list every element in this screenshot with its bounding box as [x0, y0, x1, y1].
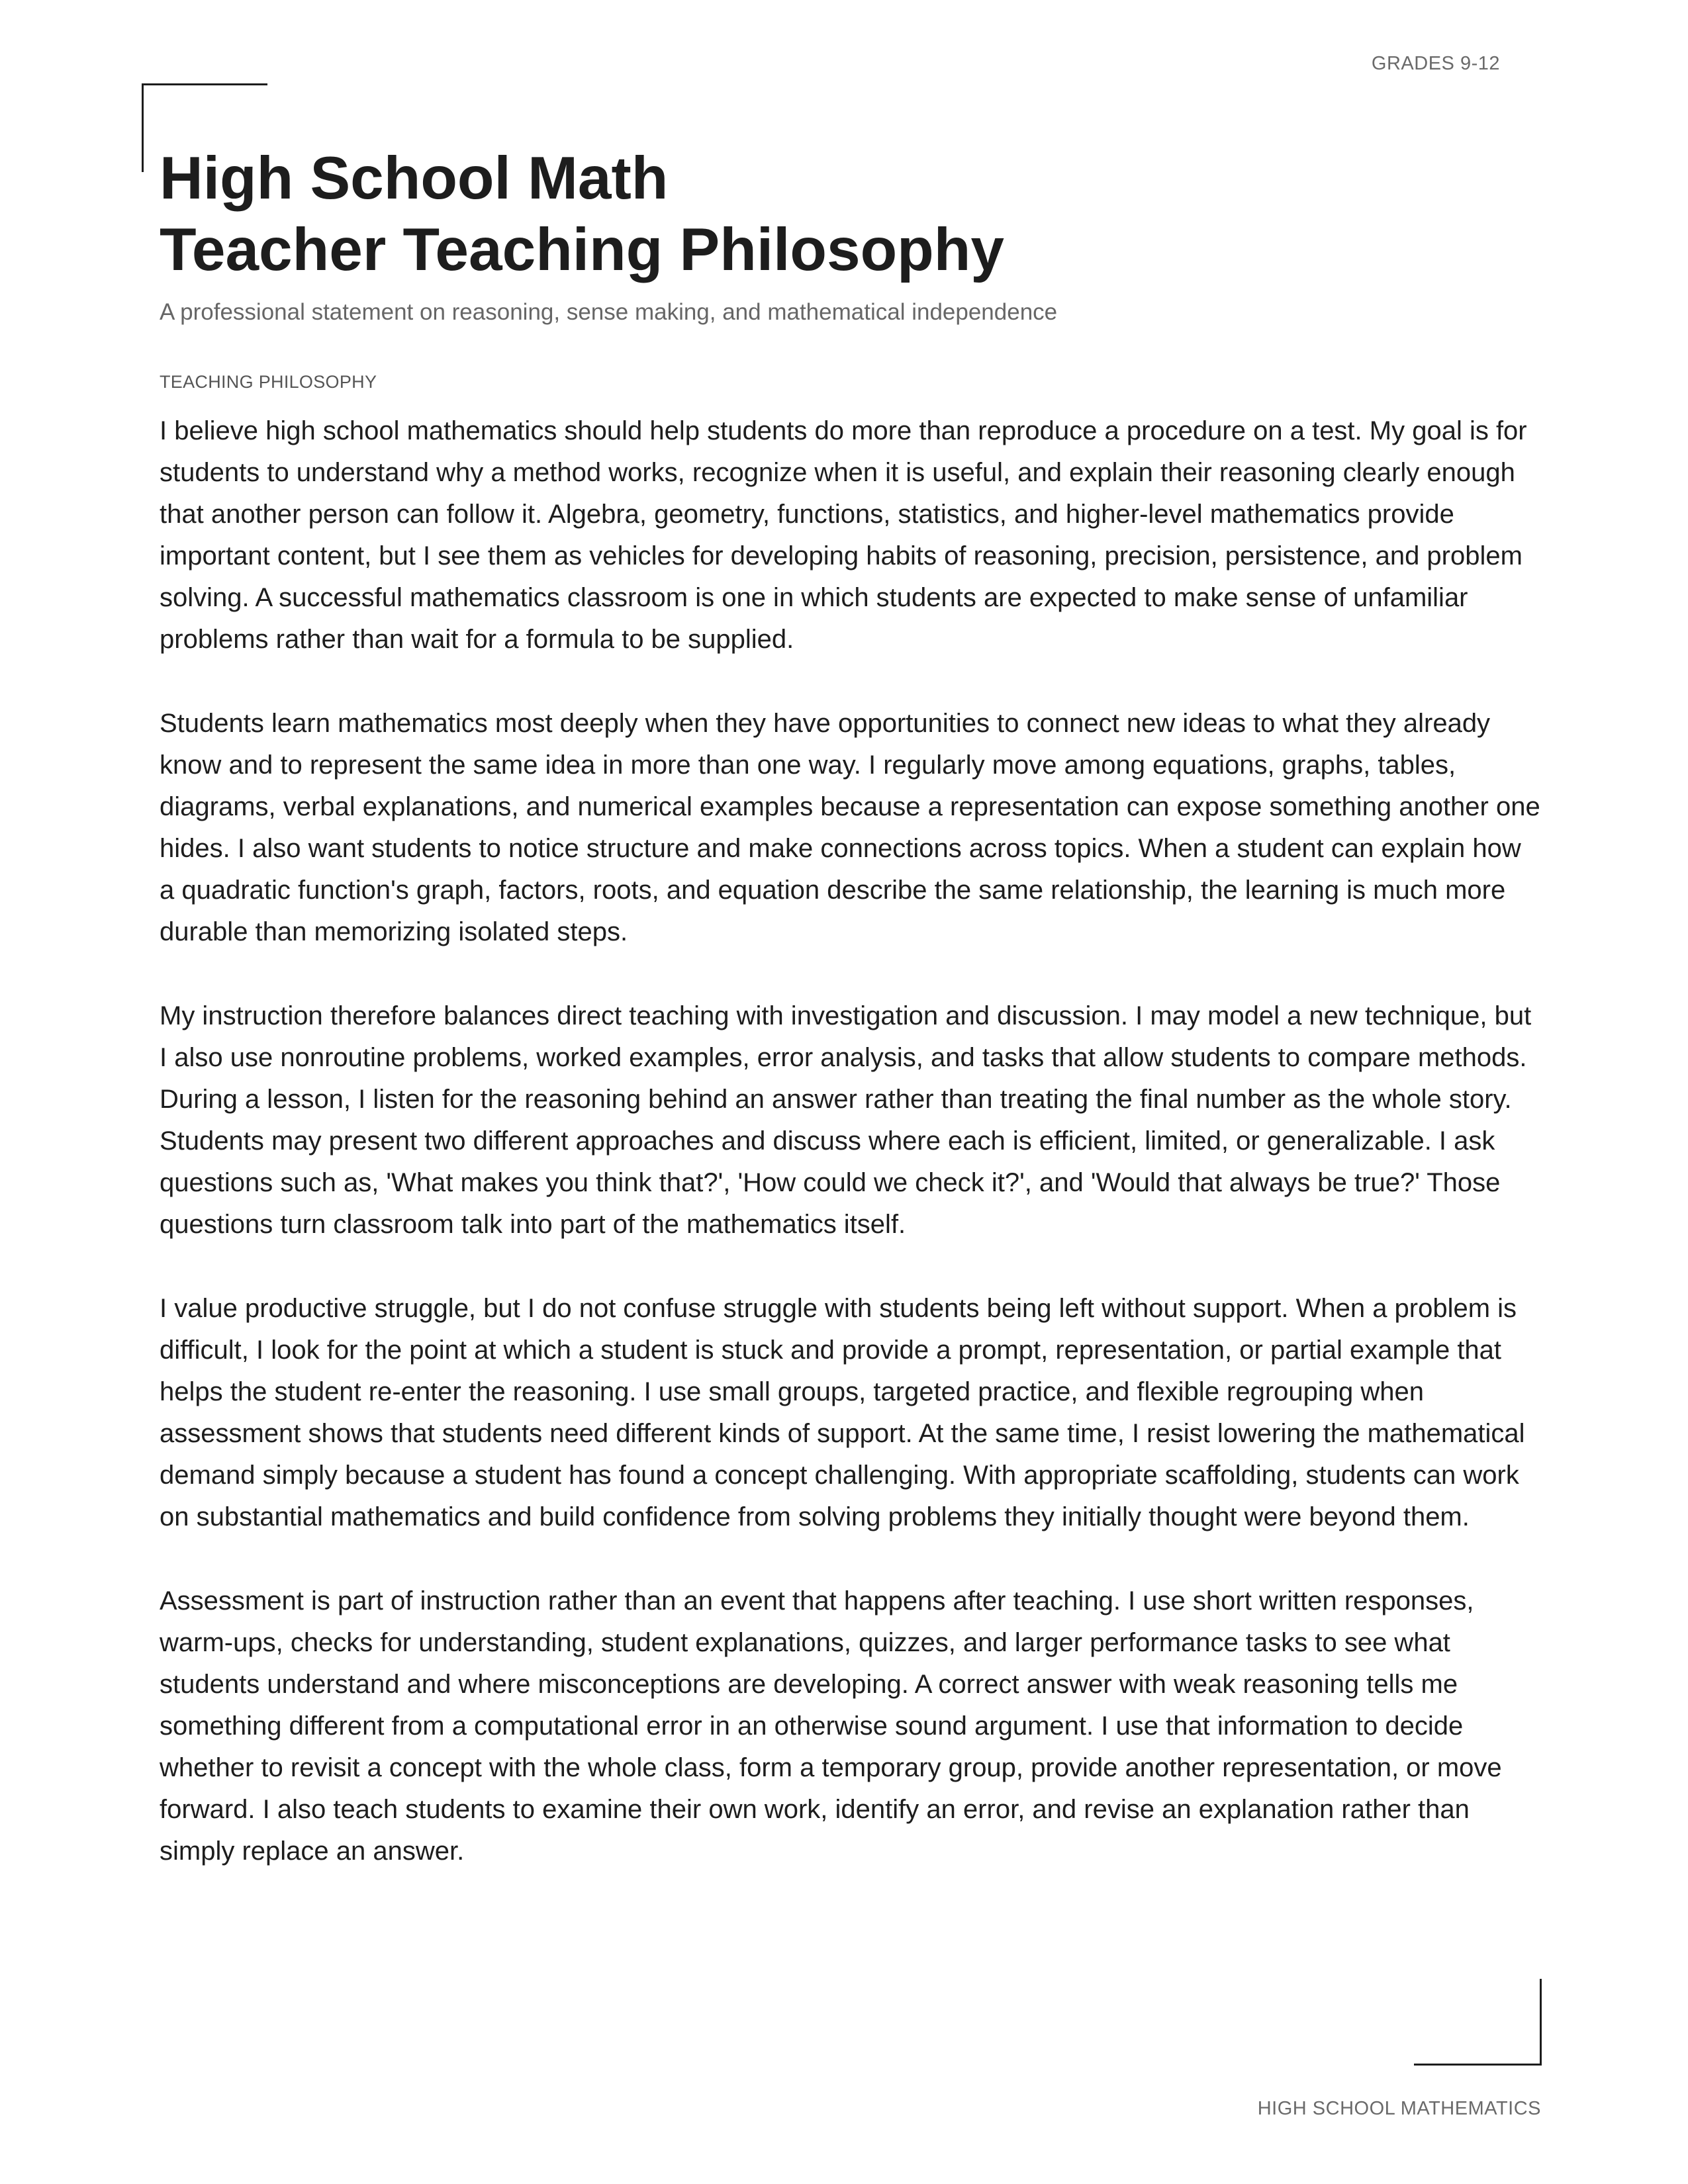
footer-label: HIGH SCHOOL MATHEMATICS	[1257, 2098, 1541, 2119]
page-title-line-2: Teacher Teaching Philosophy	[160, 216, 1004, 283]
page-subtitle: A professional statement on reasoning, sense making, and mathematical independence	[160, 299, 1058, 325]
paragraph-4: I value productive struggle, but I do not confuse struggle with students being left without support. When a problem is difficult, I look for the point at which a student is stuck and provide a prompt, representation, or partial example that helps the student re-enter the reasoning. I use small groups, targeted practice, and flexible regrouping when assessment shows that students need different kinds of support. At the same time, I resist lowering the mathematical demand simply because a student has found a concept challenging. With appropriate scaffolding, students can work on substantial mathematics and build confidence from solving problems they initially thought were beyond them.	[160, 1294, 1525, 1531]
corner-bracket-bottom-right	[1414, 2064, 1541, 2066]
paragraph-2: Students learn mathematics most deeply when they have opportunities to connect new ideas to what they already know and to represent the same idea in more than one way. I regularly move among equations, graphs, tables, diagrams, verbal explanations, and numerical examples because a representation can expose something another one hides. I also want students to notice structure and make connections across topics. When a student can explain how a quadratic function's graph, factors, roots, and equation describe the same relationship, the learning is much more durable than memorizing isolated steps.	[160, 709, 1540, 946]
paragraph-3: My instruction therefore balances direct teaching with investigation and discussion. I may model a new technique, but I also use nonroutine problems, worked examples, error analysis, and tasks that allow students to compare methods. During a lesson, I listen for the reasoning behind an answer rather than treating the final number as the whole story. Students may present two different approaches and discuss where each is efficient, limited, or generalizable. I ask questions such as, 'What makes you think that?', 'How could we check it?', and 'Would that always be true?' Those questions turn classroom talk into part of the mathematics itself.	[160, 1001, 1532, 1239]
corner-bracket-top-left-vertical	[142, 83, 144, 172]
philosophy-body	[160, 410, 1543, 1915]
paragraph-1: I believe high school mathematics should help students do more than reproduce a procedure on a test. My goal is for students to understand why a method works, recognize when it is useful, and explain their reasoning clearly enough that another person can follow it. Algebra, geometry, functions, statistics, and higher-level mathematics provide important content, but I see them as vehicles for developing habits of reasoning, precision, persistence, and problem solving. A successful mathematics classroom is one in which students are expected to make sense of unfamiliar problems rather than wait for a formula to be supplied.	[160, 416, 1527, 654]
paragraph-5: Assessment is part of instruction rather than an event that happens after teaching. I use short written responses, warm-ups, checks for understanding, student explanations, quizzes, and larger performance tasks to see what students understand and where misconceptions are developing. A correct answer with weak reasoning tells me something different from a computational error in an otherwise sound argument. I use that information to decide whether to revisit a concept with the whole class, form a temporary group, provide another representation, or move forward. I also teach students to examine their own work, identify an error, and revise an explanation rather than simply replace an answer.	[160, 1586, 1502, 1866]
page-title	[160, 143, 1483, 286]
grade-label: GRADES 9-12	[1371, 53, 1500, 74]
section-label: TEACHING PHILOSOPHY	[160, 372, 377, 392]
page-title-line-1: High School Math	[160, 145, 669, 212]
corner-bracket-top-left	[142, 83, 267, 85]
corner-bracket-bottom-right-vertical	[1540, 1979, 1542, 2066]
